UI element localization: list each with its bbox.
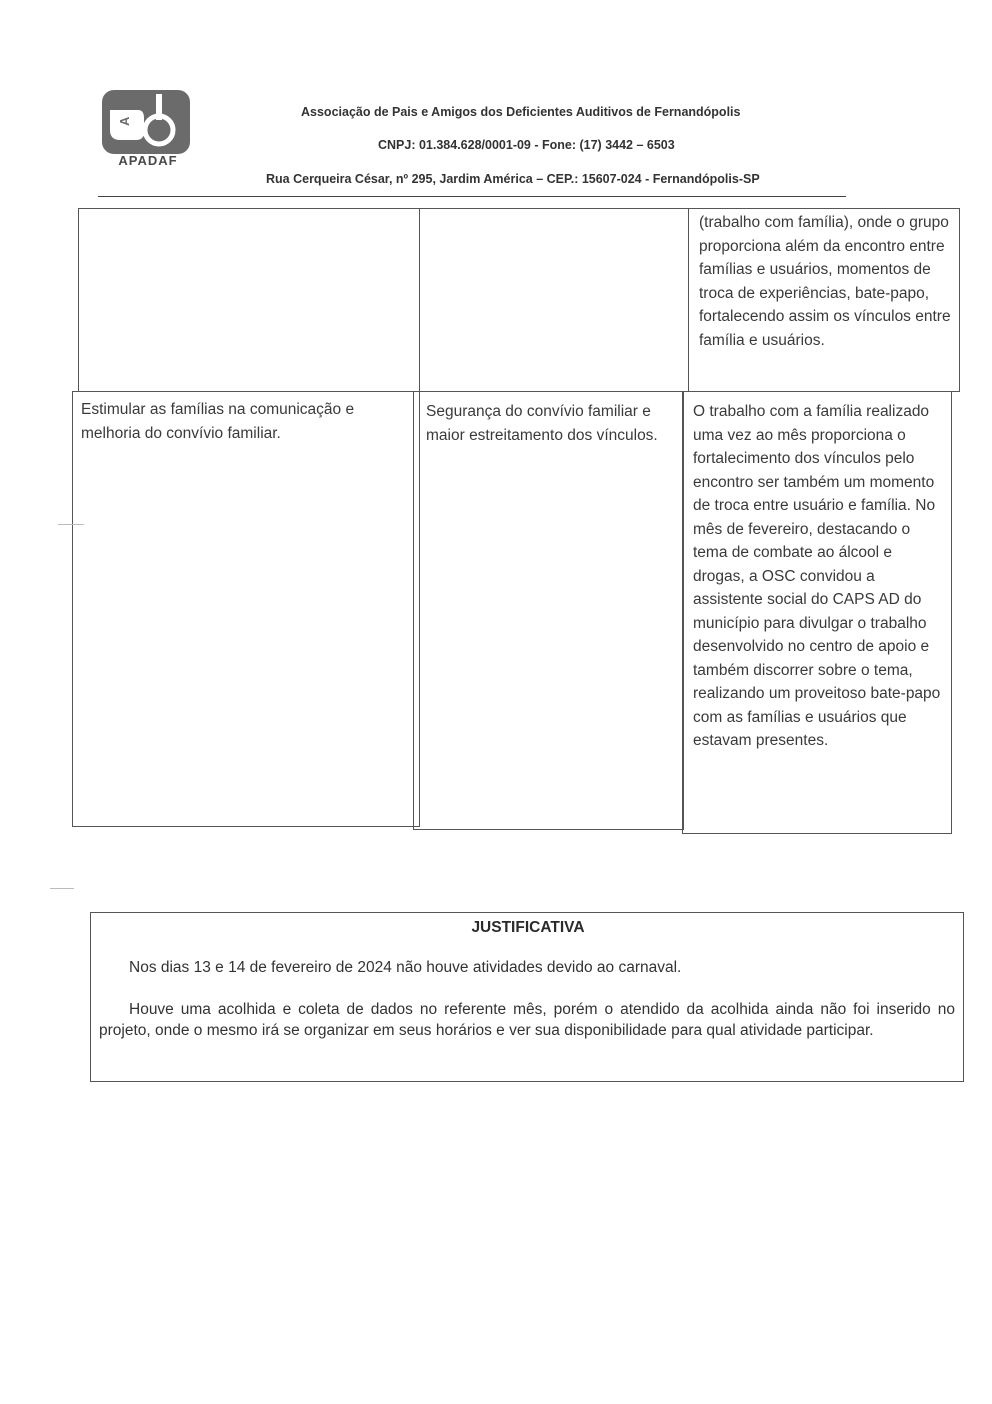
table-cell-row1-description bbox=[688, 208, 960, 392]
justification-box bbox=[90, 912, 964, 1082]
justification-paragraph-1: Nos dias 13 e 14 de fevereiro de 2024 não houve atividades devido ao carnaval. bbox=[129, 959, 682, 976]
cell-text: Segurança do convívio familiar e maior estreitamento dos vínculos. bbox=[426, 403, 658, 444]
table-cell-row2-description bbox=[682, 391, 952, 834]
header-divider bbox=[98, 196, 846, 197]
cell-text: (trabalho com família), onde o grupo proporciona além da encontro entre famílias e usuários, momentos de troca de experiências, bate-papo, fortalecendo assim os vínculos entre família e usuários. bbox=[699, 214, 951, 349]
cell-text: O trabalho com a família realizado uma vez ao mês proporciona o fortalecimento dos vínculos pelo encontro ser também um momento de troca entre usuário e família. No mês de fevereiro, destacando o tema de combate ao álcool e drogas, a OSC convidou a assistente social do CAPS AD do município para divulgar o trabalho desenvolvido no centro de apoio e também discorrer sobre o tema, realizando um proveitoso bate-papo com as famílias e usuários que estavam presentes. bbox=[693, 403, 941, 749]
table-cell-row2-result bbox=[413, 391, 684, 830]
justification-title: JUSTIFICATIVA bbox=[471, 919, 585, 936]
table-cell-row2-objective bbox=[72, 391, 420, 827]
scan-mark bbox=[58, 524, 84, 525]
logo-wordmark: APADAF bbox=[118, 153, 178, 168]
activities-table bbox=[78, 208, 960, 830]
organization-name: Associação de Pais e Amigos dos Deficientes Auditivos de Fernandópolis bbox=[301, 105, 741, 119]
svg-text:A: A bbox=[117, 116, 132, 126]
table-cell-row1-objective bbox=[78, 208, 420, 392]
cell-text: Estimular as famílias na comunicação e melhoria do convívio familiar. bbox=[81, 401, 355, 442]
organization-address: Rua Cerqueira César, nº 295, Jardim América – CEP.: 15607-024 - Fernandópolis-SP bbox=[266, 172, 760, 186]
table-cell-row1-result bbox=[419, 208, 689, 392]
organization-cnpj-phone: CNPJ: 01.384.628/0001-09 - Fone: (17) 3442 – 6503 bbox=[378, 138, 675, 152]
scan-mark bbox=[50, 888, 74, 889]
justification-paragraph-2: Houve uma acolhida e coleta de dados no referente mês, porém o atendido da acolhida ainda não foi inserido no projeto, onde o mesmo irá se organizar em seus horários e ver sua disponibilidade para qual atividade participar. bbox=[99, 1001, 955, 1039]
